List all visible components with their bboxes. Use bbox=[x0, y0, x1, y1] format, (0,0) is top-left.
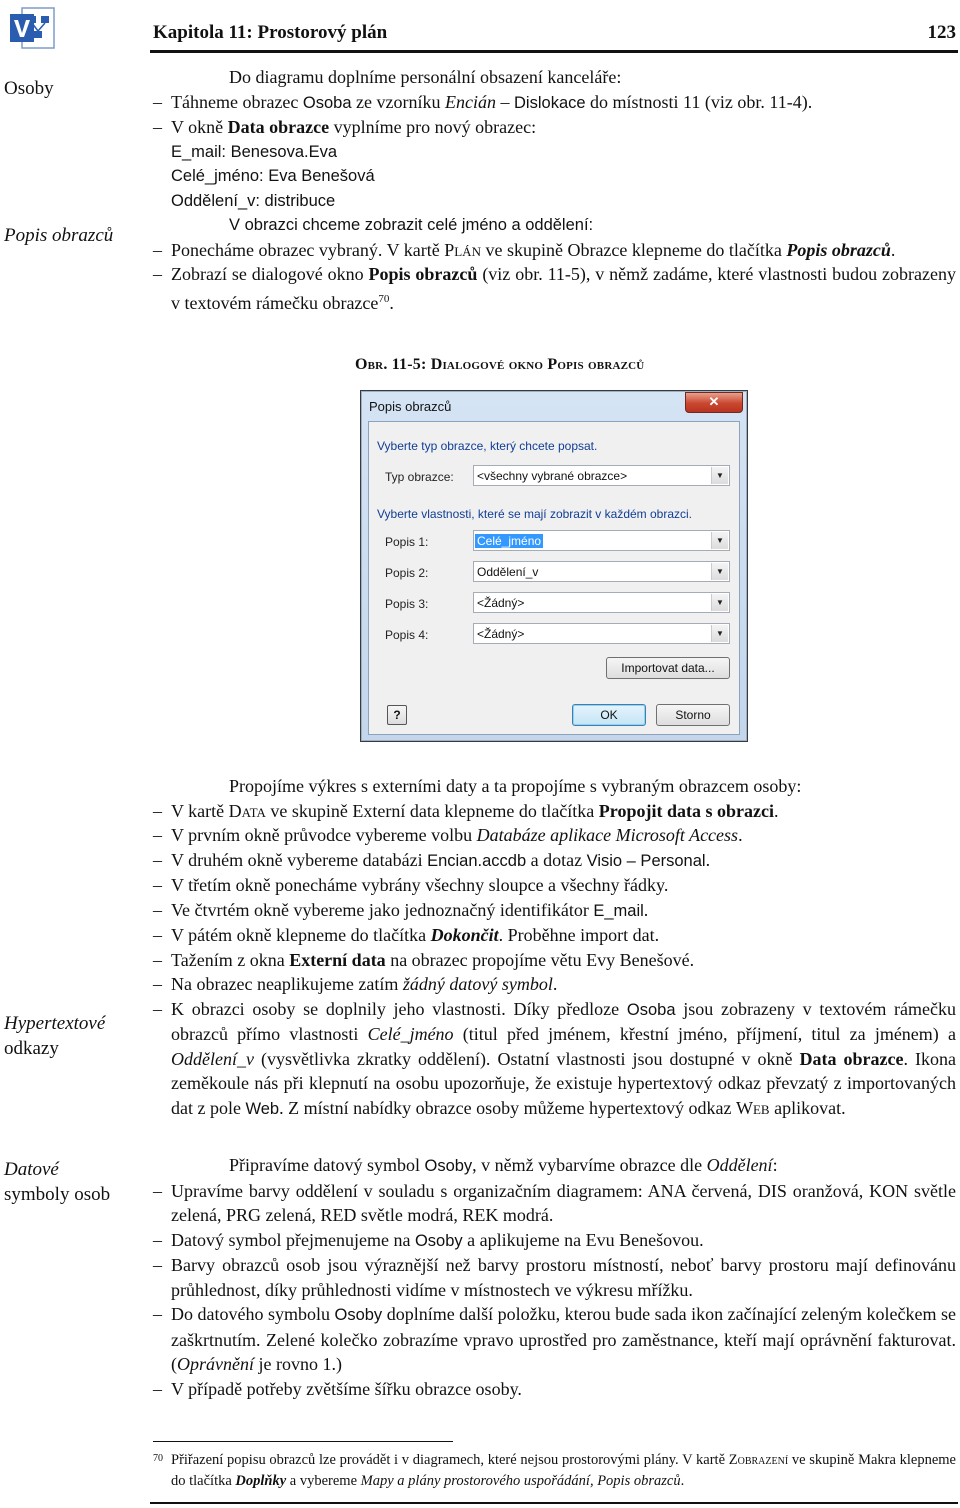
cancel-button[interactable]: Storno bbox=[656, 704, 730, 726]
ok-button[interactable]: OK bbox=[572, 704, 646, 726]
chevron-down-icon: ▼ bbox=[711, 467, 728, 484]
label-1-label: Popis 1: bbox=[385, 535, 429, 549]
type-label: Typ obrazce: bbox=[385, 470, 454, 484]
dialog-title: Popis obrazců bbox=[369, 399, 452, 414]
help-icon: ? bbox=[393, 708, 401, 722]
chevron-down-icon: ▼ bbox=[711, 625, 728, 642]
paragraph: Propojíme výkres s externími daty a ta propojíme s vybraným obrazcem osoby: bbox=[229, 776, 802, 796]
section-osoby bbox=[153, 65, 956, 315]
footnote-rule bbox=[153, 1441, 453, 1442]
close-icon: ✕ bbox=[708, 394, 720, 409]
shape-type-select[interactable]: <všechny vybrané obrazce> ▼ bbox=[473, 465, 730, 486]
list-item: – V druhém okně vybereme databázi Encian.accdb a dotaz Visio – Personal. bbox=[153, 848, 956, 874]
figure-caption: Obr. 11-5: Dialogové okno Popis obrazců bbox=[355, 356, 645, 373]
label-4-select[interactable]: <Žádný> ▼ bbox=[473, 623, 730, 644]
list-item: – Datový symbol přejmenujeme na Osoby a aplikujeme na Evu Benešovou. bbox=[153, 1228, 956, 1254]
label-3-label: Popis 3: bbox=[385, 597, 429, 611]
section-data-symbols bbox=[153, 1153, 956, 1401]
margin-note-osoby: Osoby bbox=[4, 78, 54, 99]
data-line: Celé_jméno: Eva Benešová bbox=[171, 167, 375, 185]
chevron-down-icon: ▼ bbox=[711, 594, 728, 611]
label-2-select[interactable]: Oddělení_v ▼ bbox=[473, 561, 730, 582]
margin-note-datove-symboly: Datové symboly osob bbox=[4, 1159, 111, 1205]
import-data-button[interactable]: Importovat data... bbox=[606, 657, 730, 679]
list-item: – V třetím okně ponecháme vybrány všechny sloupce a všechny řádky. bbox=[153, 873, 956, 898]
paragraph: V obrazci chceme zobrazit celé jméno a oddělení: bbox=[229, 216, 594, 234]
list-item: – Ponecháme obrazec vybraný. V kartě Plán ve skupině Obrazce klepneme do tlačítka Popis obrazců. bbox=[153, 238, 956, 263]
group-shape-type: Vyberte typ obrazce, který chcete popsat. bbox=[377, 439, 598, 453]
paragraph: Do diagramu doplníme personální obsazení kanceláře: bbox=[229, 67, 622, 87]
label-2-label: Popis 2: bbox=[385, 566, 429, 580]
list-item: – Na obrazec neaplikujeme zatím žádný datový symbol. bbox=[153, 972, 956, 997]
list-item: – V kartě Data ve skupině Externí data klepneme do tlačítka Propojit data s obrazci. bbox=[153, 799, 956, 824]
chevron-down-icon: ▼ bbox=[711, 563, 728, 580]
header-rule bbox=[150, 50, 958, 53]
data-line: E_mail: Benesova.Eva bbox=[171, 142, 338, 161]
list-item: – V pátém okně klepneme do tlačítka Dokončit. Proběhne import dat. bbox=[153, 923, 956, 948]
page-number: 123 bbox=[927, 22, 956, 43]
bottom-rule bbox=[150, 1502, 958, 1504]
close-button[interactable] bbox=[685, 392, 743, 413]
help-button[interactable] bbox=[387, 705, 407, 725]
list-item: – K obrazci osoby se doplnily jeho vlastnosti. Díky předloze Osoba jsou zobrazeny v textovém rámečku obrazců přímo vlastnosti Celé_jméno (titul před jménem, křestní jméno, příjmení, titul za jménem) a Oddělení_v (vysvětlivka zkratky oddělení). Ostatní vlastnosti jsou dostupné v okně Data obrazce. Ikona zeměkoule nás při klepnutí na osobu upozorňuje, že existuje hypertextový odkaz převzatý z importovaných dat z pole Web. Z místní nabídky obrazce osoby můžeme hypertextový odkaz Web aplikovat. bbox=[153, 997, 956, 1122]
margin-note-popis-obrazcu: Popis obrazců bbox=[4, 225, 114, 246]
shape-labels-dialog bbox=[360, 390, 748, 742]
list-item: – V případě potřeby zvětšíme šířku obrazce osoby. bbox=[153, 1377, 956, 1402]
chevron-down-icon: ▼ bbox=[711, 532, 728, 549]
label-4-label: Popis 4: bbox=[385, 628, 429, 642]
margin-note-hypertextove-odkazy: Hypertextové odkazy bbox=[4, 1013, 106, 1059]
list-item: – Táhneme obrazec Osoba ze vzorníku Encián – Dislokace do místnosti 11 (viz obr. 11-4). bbox=[153, 90, 956, 116]
list-item: – V prvním okně průvodce vybereme volbu Databáze aplikace Microsoft Access. bbox=[153, 823, 956, 848]
dialog-body bbox=[368, 421, 740, 735]
label-3-select[interactable]: <Žádný> ▼ bbox=[473, 592, 730, 613]
chapter-title: Kapitola 11: Prostorový plán bbox=[153, 22, 388, 43]
section-hypertext bbox=[153, 774, 956, 1121]
footnote-number: 70 bbox=[153, 1453, 163, 1464]
list-item: – Zobrazí se dialogové okno Popis obrazců (viz obr. 11-5), v němž zadáme, které vlastnosti budou zobrazeny v textovém rámečku obrazce$^{70}$. bbox=[153, 262, 956, 315]
list-item: – Ve čtvrtém okně vybereme jako jednoznačný identifikátor E_mail. bbox=[153, 898, 956, 924]
visio-logo-icon bbox=[8, 4, 56, 52]
footnote: 70 Přiřazení popisu obrazců lze provádět i v diagramech, které nejsou prostorovými plány. V kartě Zobrazení ve skupině Makra klepneme do tlačítka Doplňky a vybereme Mapy a plány prostorového uspořádání, Popis obrazců. bbox=[153, 1450, 956, 1492]
label-1-select[interactable]: Celé_jméno ▼ bbox=[473, 530, 730, 551]
data-line: Oddělení_v: distribuce bbox=[171, 191, 336, 210]
list-item: – V okně Data obrazce vyplníme pro nový obrazec: bbox=[153, 115, 956, 140]
group-properties: Vyberte vlastnosti, které se mají zobrazit v každém obrazci. bbox=[377, 507, 693, 521]
list-item: – Do datového symbolu Osoby doplníme další položku, kterou bude sada ikon začínající zeleným kolečkem se zaškrtnutím. Zelené kolečko zobrazíme vpravo uprostřed pro zaměstnance, kteří mají oprávnění fakturovat. (Oprávnění je rovno 1.) bbox=[153, 1302, 956, 1377]
list-item: – Tažením z okna Externí data na obrazec propojíme větu Evy Benešové. bbox=[153, 948, 956, 973]
list-item: – Upravíme barvy oddělení v souladu s organizačním diagramem: ANA červená, DIS oranžová, KON světle zelená, PRG zelená, RED světle modrá, REK modrá. bbox=[153, 1179, 956, 1228]
list-item: – Barvy obrazců osob jsou výraznější než barvy prostoru místností, neboť barvy prostoru mají definovánu průhlednost, díky průhlednosti vidíme v místnostech ve výkresu mřížku. bbox=[153, 1253, 956, 1302]
paragraph: Připravíme datový symbol Osoby, v němž vybarvíme obrazce dle Oddělení: bbox=[229, 1155, 778, 1175]
